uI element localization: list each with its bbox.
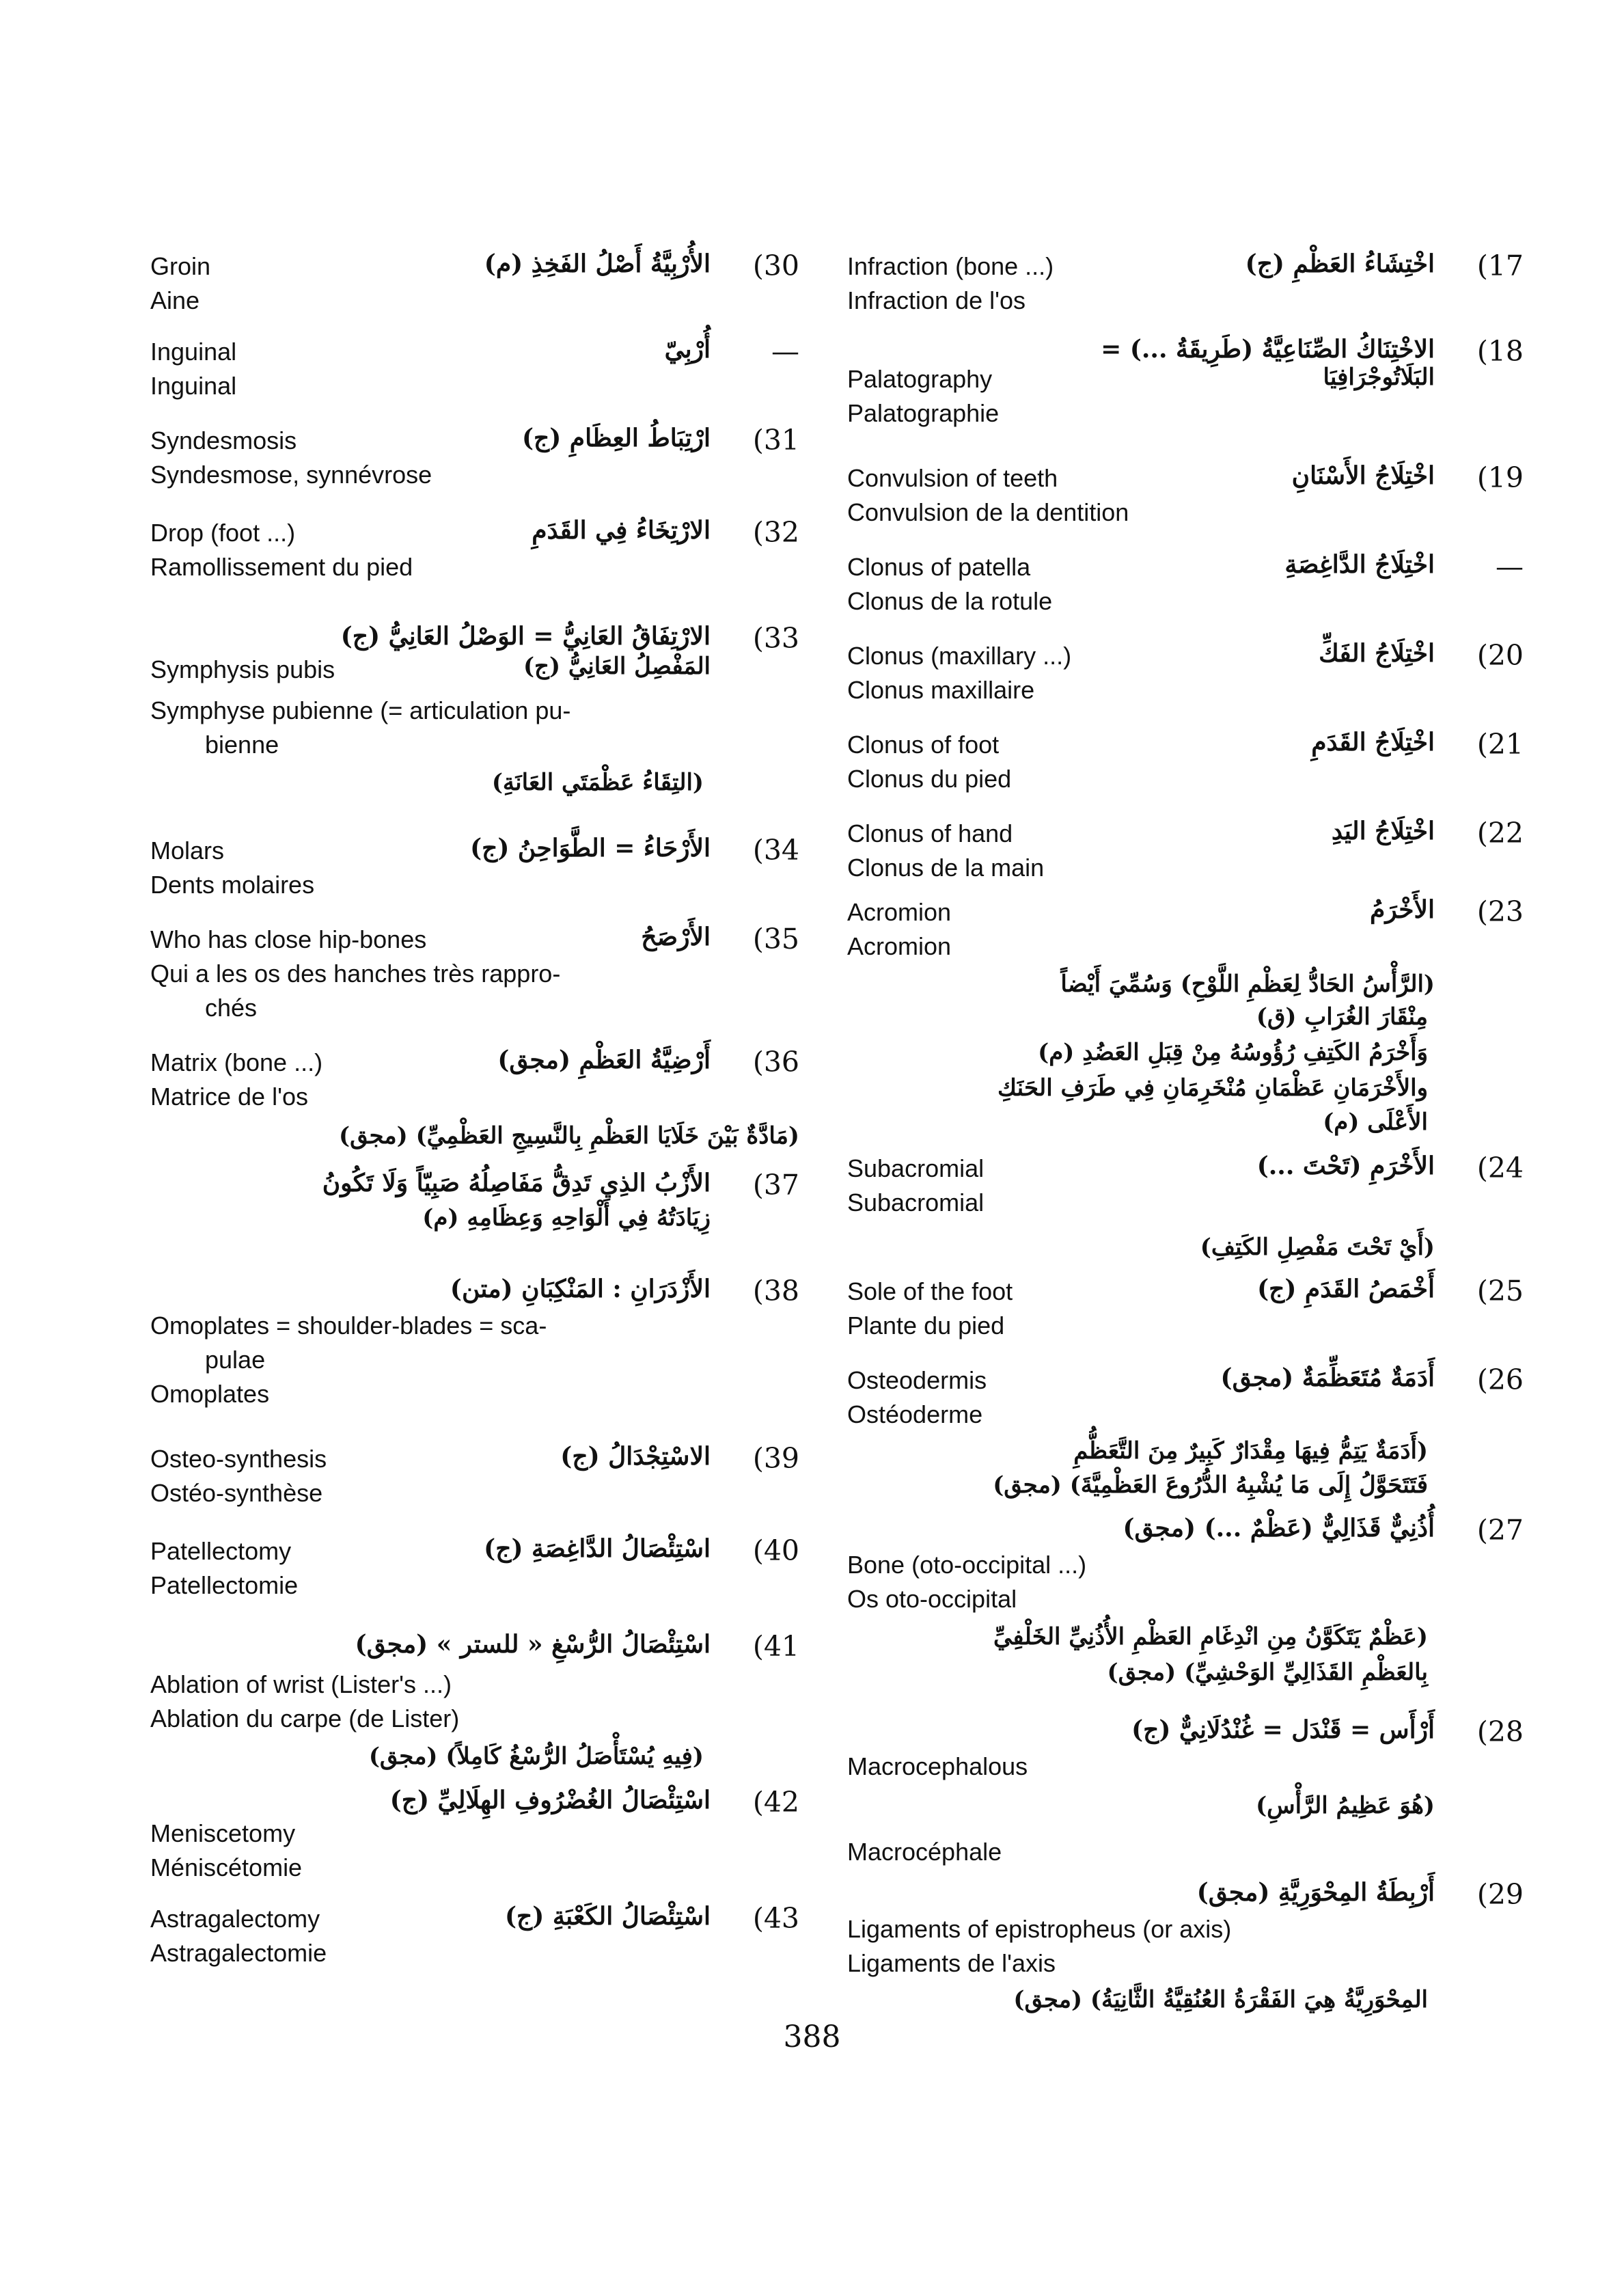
english-term: Bone (oto-occipital ...) — [847, 1551, 1087, 1579]
arabic-term: الأَرْحَاءُ = الطَّوَاحِنُ (ج) — [470, 834, 711, 862]
english-term: Matrix (bone ...) — [150, 1048, 323, 1076]
english-term: Palatography — [847, 365, 993, 393]
arabic-term: ارْتِبَاطُ العِظَامِ (ج) — [521, 424, 711, 452]
french-term: Os oto-occipital — [847, 1585, 1017, 1613]
french-term-cont: chés — [205, 994, 258, 1022]
french-term: Convulsion de la dentition — [847, 498, 1129, 526]
french-term: Omoplates — [150, 1380, 270, 1408]
entry-number: (30 — [752, 249, 799, 282]
arabic-term: الاسْتِجْدَالُ (ج) — [560, 1442, 711, 1471]
arabic-definition: (التِقَاءُ عَظْمَتَي العَانَةِ) — [491, 769, 704, 796]
arabic-definition: (أَدَمَةٌ يَتِمُّ فِيهَا مِقْدَارٌ كَبِيرٌ مِنَ التَّعَظُّمِ — [1073, 1437, 1428, 1465]
french-term: Patellectomie — [150, 1571, 299, 1599]
entry-number: (35 — [752, 923, 799, 955]
french-term: Aine — [150, 286, 200, 314]
arabic-definition: (عَظْمٌ يَتَكَوَّنُ مِنِ انْدِغَامِ العَظْمِ الأُذُنِيِّ الخَلْفِيِّ — [993, 1623, 1428, 1650]
english-term: Clonus (maxillary ...) — [847, 642, 1072, 670]
english-term: Astragalectomy — [150, 1905, 320, 1933]
french-term: Palatographie — [847, 399, 1000, 427]
french-term: Ramollissement du pied — [150, 553, 413, 581]
arabic-term-cont: المَفْصِلُ العَانِيُّ (ج) — [523, 653, 711, 680]
arabic-term-cont: البَلَاتُوجْرَافِيَا — [1323, 364, 1435, 391]
english-term: Meniscetomy — [150, 1819, 296, 1847]
english-term: Patellectomy — [150, 1537, 292, 1565]
english-term: Osteodermis — [847, 1366, 987, 1394]
arabic-term: الأَرْصَحُ — [641, 923, 711, 951]
english-term: Ligaments of epistropheus (or axis) — [847, 1915, 1232, 1943]
english-term: Groin — [150, 252, 211, 280]
english-term: Infraction (bone ...) — [847, 252, 1054, 280]
english-term: Convulsion of teeth — [847, 464, 1058, 492]
arabic-definition: بِالعَظْمِ القَذَالِيِّ الوَحْشِيِّ) (مجق) — [1107, 1659, 1428, 1686]
english-term: Macrocephalous — [847, 1752, 1028, 1780]
arabic-term: أَدَمَةٌ مُتَعَظِّمَةٌ (مجق) — [1220, 1363, 1435, 1392]
english-term: Inguinal — [150, 338, 237, 366]
entry-number: (29 — [1476, 1878, 1524, 1911]
entry-number: (40 — [752, 1534, 799, 1567]
french-term: Infraction de l'os — [847, 286, 1026, 314]
arabic-term: الاخْتِنَاكُ الصِّنَاعِيَّةُ (طَرِيقَةُ ...) = — [1101, 335, 1435, 364]
arabic-term: أَرْبِطَةُ المِحْوَرِيَّةِ (مجق) — [1196, 1878, 1435, 1907]
french-term: Symphyse pubienne (= articulation pu- — [150, 696, 571, 724]
entry-number: (21 — [1476, 728, 1524, 761]
french-term: Qui a les os des hanches très rappro- — [150, 960, 561, 988]
english-term: Osteo-synthesis — [150, 1445, 327, 1473]
french-term: Syndesmose, synnévrose — [150, 461, 432, 489]
arabic-definition: مِنْقَارَ الغُرَابِ (ق) — [1256, 1003, 1428, 1031]
arabic-definition: (الرَّأْسُ الحَادُّ لِعَظْمِ اللَّوْحِ) وَسُمِّيَ أَيْضاً — [1060, 970, 1435, 998]
page-number: 388 — [783, 2020, 841, 2054]
arabic-term: اسْتِئْصَالُ الغُضْرُوفِ الهِلَالِيِّ (ج) — [389, 1786, 711, 1814]
arabic-definition: (أَيْ تَحْتَ مَفْصِلِ الكَتِفِ) — [1200, 1234, 1435, 1261]
french-term: Ablation du carpe (de Lister) — [150, 1704, 460, 1732]
french-term: Clonus maxillaire — [847, 676, 1035, 704]
entry-number: (36 — [752, 1046, 799, 1078]
arabic-definition: المِحْوَرِيَّةُ هِيَ الفَقْرَةُ العُنُقِيَّةُ الثَّانِيَةُ) (مجق) — [1013, 1986, 1428, 2013]
entry-number: — — [771, 335, 799, 368]
arabic-term: الأَزْدَرَانِ : المَنْكِبَانِ (متن) — [450, 1275, 711, 1303]
french-term: Subacromial — [847, 1188, 985, 1216]
arabic-definition: (هُوَ عَظِيمُ الرَّأْسِ) — [1256, 1792, 1435, 1819]
french-term: Astragalectomie — [150, 1939, 327, 1967]
arabic-term: اخْتِلَاجُ القَدَمِ — [1311, 728, 1435, 757]
entry-number: (19 — [1476, 461, 1524, 494]
english-term: Clonus of hand — [847, 819, 1013, 847]
english-term: Clonus of patella — [847, 553, 1031, 581]
entry-number: (28 — [1476, 1715, 1524, 1748]
arabic-term: أَخْمَصُ القَدَمِ (ج) — [1257, 1275, 1435, 1303]
french-term: Ligaments de l'axis — [847, 1949, 1056, 1977]
arabic-term: اخْتِشَاءُ العَظْمِ (ج) — [1245, 249, 1435, 278]
french-term: Inguinal — [150, 372, 237, 400]
entry-number: (34 — [752, 834, 799, 867]
french-term: Ostéo-synthèse — [150, 1479, 323, 1507]
entry-number: (37 — [752, 1169, 799, 1201]
english-term: Clonus of foot — [847, 731, 1000, 759]
english-term: Who has close hip-bones — [150, 925, 427, 953]
arabic-definition: وَأَخْرَمُ الكَتِفِ رُؤُوسُهُ مِنْ قِبَلِ العَضُدِ (م) — [1038, 1039, 1428, 1066]
entry-number: (18 — [1476, 335, 1524, 368]
french-term: Clonus du pied — [847, 765, 1012, 793]
french-term-cont: bienne — [205, 731, 279, 759]
english-term: Acromion — [847, 898, 952, 926]
english-term: Molars — [150, 837, 225, 865]
arabic-definition: (مَادَّةٌ بَيْنَ خَلَايَا العَظْمِ بِالنَّسِيجِ العَظْمِيِّ) (مجق) — [339, 1122, 799, 1150]
entry-number: (42 — [752, 1786, 799, 1819]
english-term: Sole of the foot — [847, 1277, 1013, 1305]
arabic-term: الأَزْبُ الذِي تَدِقُّ مَفَاصِلُهُ صَبِيّاً وَلَا تَكُونُ — [322, 1169, 711, 1197]
arabic-term: اخْتِلَاجُ الدَّاغِصَةِ — [1284, 550, 1435, 579]
entry-number: (27 — [1476, 1514, 1524, 1547]
english-term: Omoplates = shoulder-blades = sca- — [150, 1311, 547, 1340]
entry-number: (39 — [752, 1442, 799, 1475]
arabic-definition: (فِيهِ يُسْتَأْصَلُ الرُّسْغُ كَامِلاً) (مجق) — [368, 1743, 704, 1770]
entry-number: (41 — [752, 1630, 799, 1663]
entry-number: (33 — [752, 622, 799, 655]
french-term: Macrocéphale — [847, 1838, 1002, 1866]
entry-number: (22 — [1476, 817, 1524, 849]
french-term: Matrice de l'os — [150, 1083, 308, 1111]
entry-number: (26 — [1476, 1363, 1524, 1396]
arabic-term: اسْتِئْصَالُ الكَعْبَةِ (ج) — [505, 1902, 711, 1931]
arabic-term: أُذُنِيٌّ قَذَالِيٌّ (عَظْمٌ ...) (مجق) — [1123, 1514, 1435, 1542]
entry-number: (38 — [752, 1275, 799, 1307]
arabic-definition: والأَخْرَمَانِ عَظْمَانِ مُنْخَرِمَانِ فِي طَرَفِ الحَنَكِ — [997, 1074, 1428, 1102]
arabic-term: الارْتِخَاءُ فِي القَدَمِ — [532, 516, 711, 545]
english-term: Subacromial — [847, 1154, 985, 1182]
arabic-definition: فَتَتَحَوَّلُ إِلَى مَا يُشْبِهُ الدُّرُوعَ العَظْمِيَّةَ) (مجق) — [993, 1471, 1428, 1499]
arabic-definition: الأَعْلَى (م) — [1323, 1109, 1428, 1136]
arabic-term: الأَخْرَمُ — [1370, 895, 1435, 924]
entry-number: (23 — [1476, 895, 1524, 928]
arabic-term: أَرْضِيَّةُ العَظْمِ (مجق) — [497, 1046, 711, 1074]
english-term: Drop (foot ...) — [150, 519, 296, 547]
arabic-term: أُرْبِيّ — [664, 335, 711, 364]
entry-number: (31 — [752, 424, 799, 457]
entry-number: (25 — [1476, 1275, 1524, 1307]
french-term: Méniscétomie — [150, 1853, 303, 1881]
arabic-term: اخْتِلَاجُ الأَسْنَانِ — [1291, 461, 1435, 490]
arabic-term: اخْتِلَاجُ اليَدِ — [1331, 817, 1435, 845]
french-term: Ostéoderme — [847, 1400, 983, 1428]
english-term-cont: pulae — [205, 1346, 266, 1374]
arabic-term: الأَخْرَمِ (تَحْتَ ...) — [1256, 1152, 1435, 1180]
arabic-term: الارْتِفَاقُ العَانِيُّ = الوَصْلُ العَانِيُّ (ج) — [340, 622, 711, 651]
entry-number: (43 — [752, 1902, 799, 1935]
entry-number: (17 — [1476, 249, 1524, 282]
arabic-term: اسْتِئْصَالُ الرُّسْغِ « للستر » (مجق) — [355, 1630, 711, 1659]
french-term: Acromion — [847, 932, 952, 960]
arabic-term: اخْتِلَاجُ الفَكِّ — [1319, 639, 1435, 668]
french-term: Dents molaires — [150, 871, 315, 899]
entry-number: (32 — [752, 516, 799, 549]
english-term: Symphysis pubis — [150, 655, 335, 683]
arabic-term: اسْتِئْصَالُ الدَّاغِصَةِ (ج) — [484, 1534, 711, 1563]
french-term: Plante du pied — [847, 1311, 1005, 1340]
english-term: Ablation of wrist (Lister's ...) — [150, 1670, 452, 1698]
arabic-term-cont: زِيَادَتُهُ فِي أَلْوَاحِهِ وَعِظَامِهِ (م) — [422, 1204, 711, 1232]
entry-number: — — [1496, 550, 1524, 583]
arabic-term: أَرْأَس = قَنْدَل = غُنْدُلَانِيٌّ (ج) — [1131, 1715, 1435, 1744]
entry-number: (24 — [1476, 1152, 1524, 1184]
arabic-term: الأُرْبِيَّةُ أَصْلُ الفَخِذِ (م) — [484, 249, 711, 278]
entry-number: (20 — [1476, 639, 1524, 672]
english-term: Syndesmosis — [150, 426, 297, 454]
french-term: Clonus de la rotule — [847, 587, 1053, 615]
french-term: Clonus de la main — [847, 854, 1045, 882]
